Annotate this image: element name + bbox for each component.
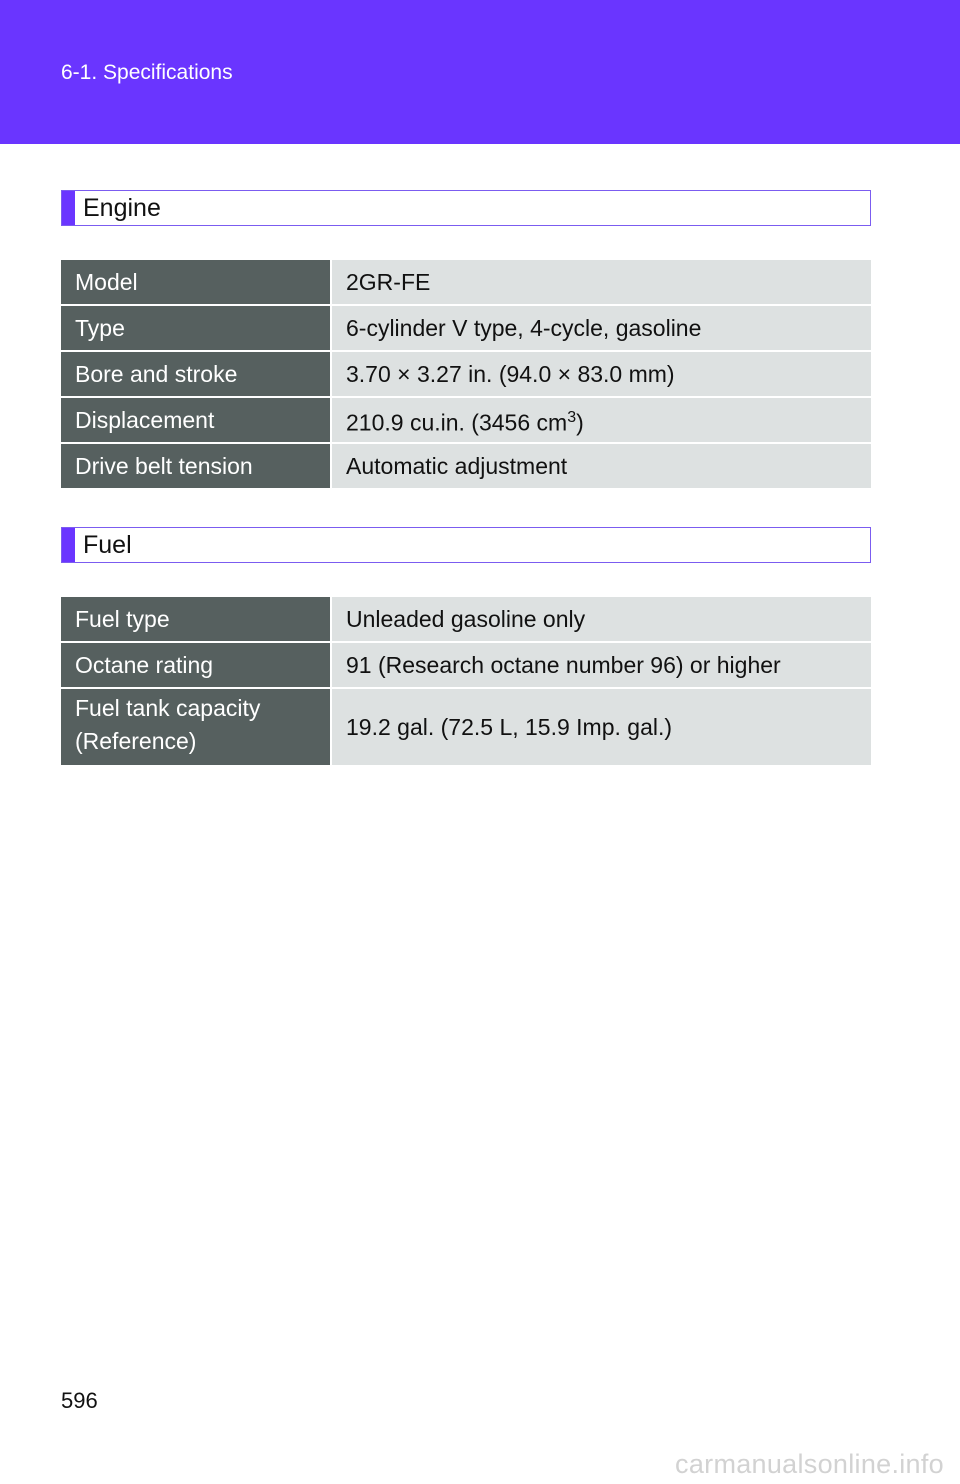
spec-label: Drive belt tension <box>61 443 331 488</box>
spec-value: 91 (Research octane number 96) or higher <box>331 642 871 688</box>
spec-label: Displacement <box>61 397 331 443</box>
spec-label-line2: (Reference) <box>75 728 197 754</box>
spec-label-line1: Fuel tank capacity <box>75 695 261 721</box>
engine-heading <box>61 190 871 226</box>
displacement-value-text: 210.9 cu.in. (3456 cm <box>346 409 568 436</box>
table-row <box>61 597 871 642</box>
table-row <box>61 443 871 488</box>
superscript-3: 3 <box>567 408 577 426</box>
fuel-heading <box>61 527 871 563</box>
spec-value: 3.70 × 3.27 in. (94.0 × 83.0 mm) <box>331 351 871 397</box>
engine-heading-label: Engine <box>83 194 161 222</box>
displacement-value-close: ) <box>576 409 584 436</box>
spec-value <box>331 397 871 443</box>
section-breadcrumb: 6-1. Specifications <box>61 61 233 84</box>
table-row <box>61 260 871 305</box>
spec-label: Type <box>61 305 331 351</box>
table-row <box>61 351 871 397</box>
spec-label: Model <box>61 260 331 305</box>
spec-label: Octane rating <box>61 642 331 688</box>
heading-accent-bar <box>62 528 75 562</box>
spec-value: 2GR-FE <box>331 260 871 305</box>
table-row <box>61 688 871 765</box>
page-number: 596 <box>61 1388 98 1413</box>
spec-value: Automatic adjustment <box>331 443 871 488</box>
fuel-heading-label: Fuel <box>83 531 132 559</box>
spec-label: Bore and stroke <box>61 351 331 397</box>
heading-accent-bar <box>62 191 75 225</box>
spec-label: Fuel type <box>61 597 331 642</box>
spec-label <box>61 688 331 765</box>
table-row <box>61 305 871 351</box>
table-row <box>61 642 871 688</box>
spec-value: 6-cylinder V type, 4-cycle, gasoline <box>331 305 871 351</box>
spec-value: Unleaded gasoline only <box>331 597 871 642</box>
table-row <box>61 397 871 443</box>
fuel-spec-table <box>61 597 871 765</box>
spec-value: 19.2 gal. (72.5 L, 15.9 Imp. gal.) <box>331 688 871 765</box>
watermark-text: carmanualsonline.info <box>675 1449 944 1479</box>
engine-spec-table <box>61 260 871 488</box>
